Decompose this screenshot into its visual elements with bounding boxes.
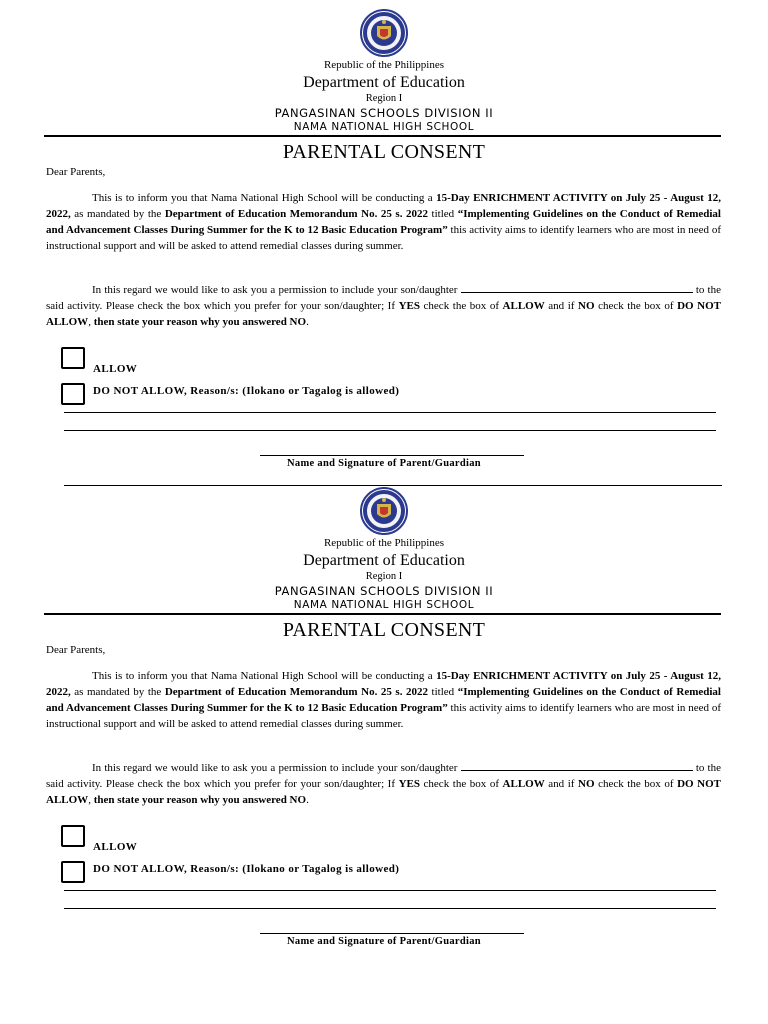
request-text: In this regard we would like to ask you a permission to include your son/daughter [92,284,461,296]
request-bold: then state your reason why you answered NO [93,794,307,806]
reason-line[interactable] [64,890,716,891]
request-bold: DO NOT ALLOW [46,778,721,806]
allow-checkbox[interactable] [61,347,85,369]
request-bold: ALLOW [502,300,545,312]
memo-reference: Department of Education Memorandum No. 25 s. 2022 [164,208,428,220]
request-text: , [88,316,94,328]
student-name-blank[interactable] [461,282,693,293]
request-bold: NO [578,778,595,790]
allow-label: ALLOW [93,363,138,375]
notice-text: titled [428,208,458,220]
student-name-blank[interactable] [461,760,693,771]
signature-line[interactable] [260,455,524,456]
consent-form-2 [0,478,768,956]
request-text: to the said activity. Please check the box which you prefer for your son/daughter; If [46,284,722,312]
notice-text: this activity aims to identify learners who are most in need of instructional support and will be asked to attend remedial classes during summer. [46,224,721,252]
deped-seal-icon [355,8,413,58]
request-text: check the box of [419,300,503,312]
memo-title: “Implementing Guidelines on the Conduct of Remedial and Advancement Classes During Summer for the K to 12 Basic Education Program” [46,686,721,714]
republic-heading: Republic of the Philippines [323,537,445,549]
request-text: check the box of [594,300,678,312]
request-bold: then state your reason why you answered NO [93,316,307,328]
memo-reference: Department of Education Memorandum No. 25 s. 2022 [164,686,428,698]
memo-title: “Implementing Guidelines on the Conduct of Remedial and Advancement Classes During Summer for the K to 12 Basic Education Program” [46,208,721,236]
request-bold: YES [398,778,420,790]
request-bold: NO [578,300,595,312]
do-not-allow-checkbox[interactable] [61,383,85,405]
school-heading: NAMA NATIONAL HIGH SCHOOL [293,121,475,133]
signature-label: Name and Signature of Parent/Guardian [287,936,481,947]
deped-seal-icon [355,486,413,536]
department-heading: Department of Education [303,552,465,569]
activity-name: 15-Day ENRICHMENT ACTIVITY on July 25 - August 12, 2022, [46,192,721,220]
salutation: Dear Parents, [46,166,106,178]
notice-text: This is to inform you that Nama National High School will be conducting a [92,670,437,682]
request-bold: DO NOT ALLOW [46,300,721,328]
do-not-allow-label: DO NOT ALLOW, Reason/s: (Ilokano or Tagalog is allowed) [93,385,400,397]
region-heading: Region I [365,571,403,582]
request-text: check the box of [419,778,503,790]
header-divider [44,135,721,137]
request-text: to the said activity. Please check the box which you prefer for your son/daughter; If [46,762,722,790]
division-heading: PANGASINAN SCHOOLS DIVISION II [274,584,494,598]
request-paragraph [46,282,721,330]
signature-label: Name and Signature of Parent/Guardian [287,458,481,469]
do-not-allow-checkbox[interactable] [61,861,85,883]
consent-form-1 [0,0,768,478]
do-not-allow-label: DO NOT ALLOW, Reason/s: (Ilokano or Tagalog is allowed) [93,863,400,875]
page-title: PARENTAL CONSENT [282,141,486,163]
request-text: . [306,316,309,328]
header-divider [44,613,721,615]
notice-paragraph [46,190,721,254]
notice-text: as mandated by the [70,208,165,220]
reason-line[interactable] [64,908,716,909]
notice-text: titled [428,686,458,698]
notice-paragraph [46,668,721,732]
activity-name: 15-Day ENRICHMENT ACTIVITY on July 25 - August 12, 2022, [46,670,721,698]
request-text: In this regard we would like to ask you a permission to include your son/daughter [92,762,461,774]
allow-checkbox[interactable] [61,825,85,847]
reason-line[interactable] [64,412,716,413]
request-bold: YES [398,300,420,312]
reason-line[interactable] [64,430,716,431]
department-heading: Department of Education [303,74,465,91]
request-text: check the box of [594,778,678,790]
republic-heading: Republic of the Philippines [323,59,445,71]
request-text: and if [544,778,579,790]
salutation: Dear Parents, [46,644,106,656]
page-title: PARENTAL CONSENT [282,619,486,641]
signature-line[interactable] [260,933,524,934]
notice-text: This is to inform you that Nama National High School will be conducting a [92,192,437,204]
notice-text: as mandated by the [70,686,165,698]
region-heading: Region I [365,93,403,104]
school-heading: NAMA NATIONAL HIGH SCHOOL [293,599,475,611]
request-paragraph [46,760,721,808]
request-text: . [306,794,309,806]
division-heading: PANGASINAN SCHOOLS DIVISION II [274,106,494,120]
notice-text: this activity aims to identify learners who are most in need of instructional support and will be asked to attend remedial classes during summer. [46,702,721,730]
request-text: , [88,794,94,806]
request-bold: ALLOW [502,778,545,790]
request-text: and if [544,300,579,312]
allow-label: ALLOW [93,841,138,853]
